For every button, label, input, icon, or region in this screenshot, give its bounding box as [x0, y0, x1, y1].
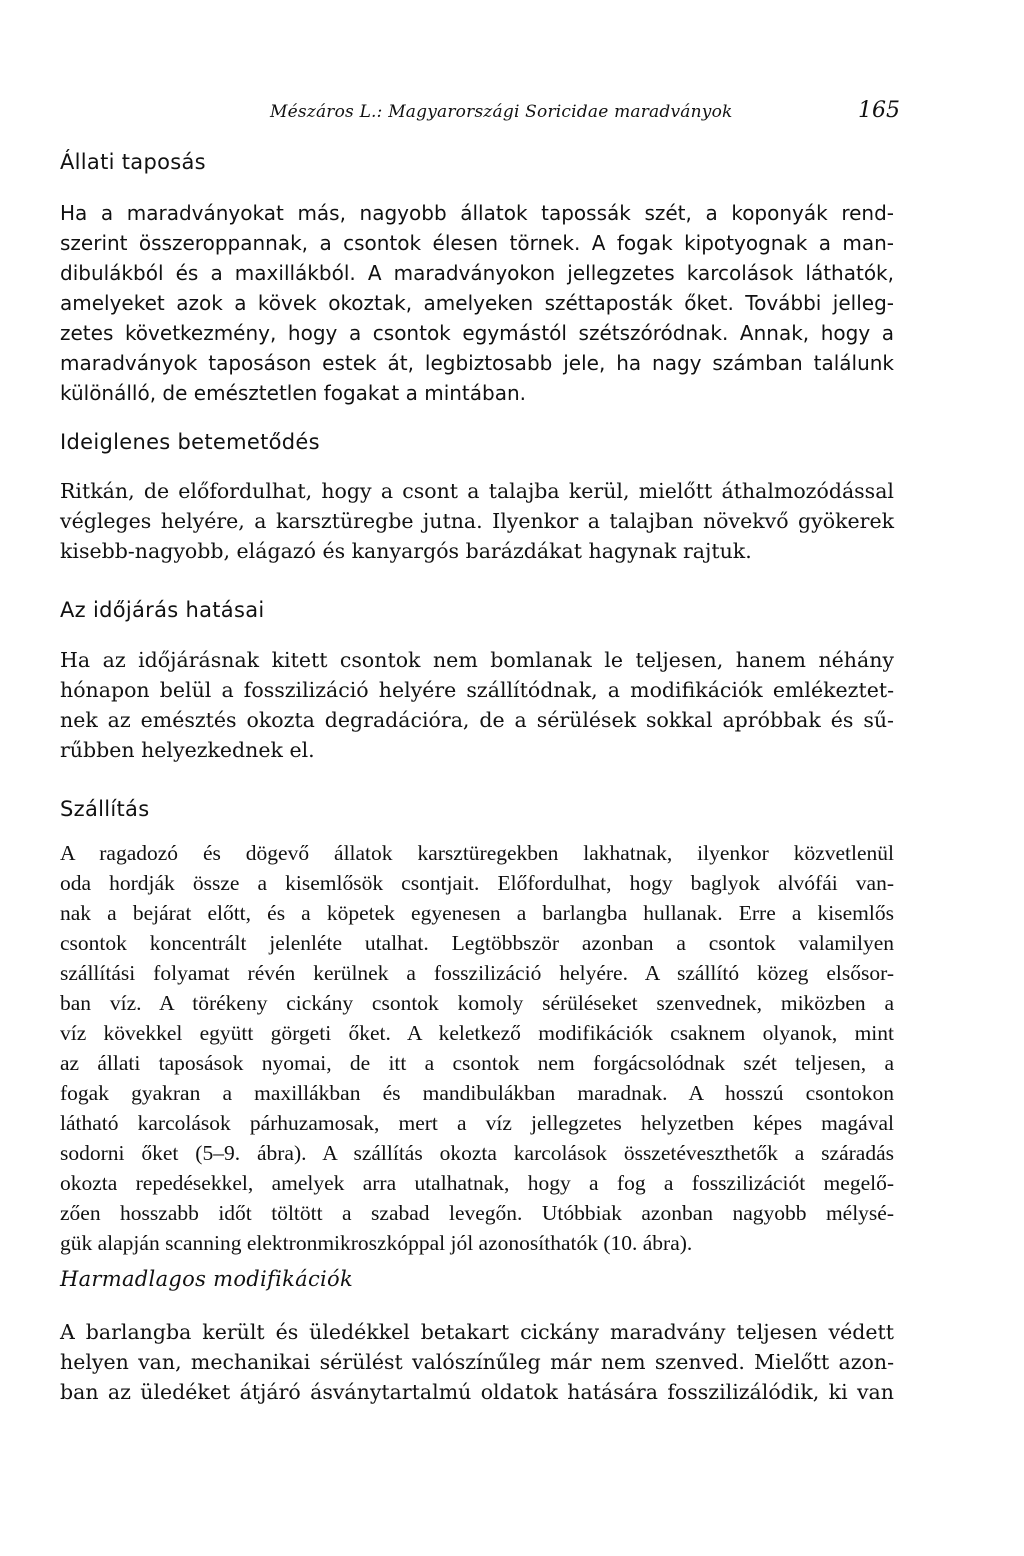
paragraph-allati-taposas [60, 198, 894, 408]
page-number: 165 [858, 98, 900, 123]
paragraph-idojaras-hatasai [60, 645, 894, 765]
text-line: nak a bejárat előtt, és a köpetek egyenesen a barlangba hullanak. Erre a kisemlős [60, 901, 894, 925]
text-line: kisebb-nagyobb, elágazó és kanyargós barázdákat hagynak rajtuk. [60, 539, 752, 563]
text-line: helyen van, mechanikai sérülést valószínűleg már nem szenved. Mielőtt azon- [60, 1350, 894, 1374]
section-title-allati-taposas: Állati taposás [60, 150, 206, 174]
text-line: hónapon belül a fosszilizáció helyére szállítódnak, a modifikációk emlékeztet- [60, 678, 894, 702]
text-line: különálló, de emésztetlen fogakat a mintában. [60, 381, 527, 405]
text-line: szállítási folyamat révén kerülnek a fosszilizáció helyére. A szállító közeg elsősor- [60, 961, 894, 985]
text-line: amelyeket azok a kövek okoztak, amelyeken széttaposták őket. További jelleg- [60, 291, 894, 315]
text-line: az állati taposások nyomai, de itt a csontok nem forgácsolódnak szét teljesen, a [60, 1051, 894, 1075]
section-title-harmadlagos-modifikaciok: Harmadlagos modifikációk [60, 1267, 354, 1291]
text-line: Ha az időjárásnak kitett csontok nem bomlanak le teljesen, hanem néhány [60, 648, 894, 672]
paragraph-harmadlagos-modifikaciok [60, 1317, 894, 1407]
text-line: nek az emésztés okozta degradációra, de a sérülések sokkal apróbbak és sű- [60, 708, 894, 732]
text-line: ban az üledéket átjáró ásványtartalmú oldatok hatására fosszilizálódik, ki van [60, 1380, 894, 1404]
text-line: gük alapján scanning elektronmikroszkóppal jól azonosíthatók (10. ábra). [60, 1231, 693, 1255]
paragraph-szallitas [60, 838, 894, 1258]
section-title-ideiglenes-betemetodes: Ideiglenes betemetődés [60, 430, 320, 454]
running-head: Mészáros L.: Magyarországi Soricidae maradványok [270, 102, 733, 122]
text-line: oda hordják össze a kisemlősök csontjait. Előfordulhat, hogy baglyok alvófái van- [60, 871, 894, 895]
text-line: Ritkán, de előfordulhat, hogy a csont a talajba kerül, mielőtt áthalmozódással [60, 479, 894, 503]
text-line: látható karcolások párhuzamosak, mert a víz jellegzetes helyzetben képes magával [60, 1111, 894, 1135]
text-line: okozta repedésekkel, amelyek arra utalhatnak, hogy a fog a fosszilizációt megelő- [60, 1171, 894, 1195]
text-line: sodorni őket (5–9. ábra). A szállítás okozta karcolások összetéveszthetők a száradás [60, 1141, 894, 1165]
text-line: víz kövekkel együtt görgeti őket. A keletkező modifikációk csaknem olyanok, mint [60, 1021, 894, 1045]
text-line: Ha a maradványokat más, nagyobb állatok tapossák szét, a koponyák rend- [60, 201, 894, 225]
paragraph-ideiglenes-betemetodes [60, 476, 894, 566]
text-line: ban víz. A törékeny cickány csontok komoly sérüléseket szenvednek, miközben a [60, 991, 894, 1015]
text-line: zően hosszabb időt töltött a szabad levegőn. Utóbbiak azonban nagyobb mélysé- [60, 1201, 894, 1225]
text-line: csontok koncentrált jelenléte utalhat. Legtöbbször azonban a csontok valamilyen [60, 931, 894, 955]
text-line: fogak gyakran a maxillákban és mandibulákban maradnak. A hosszú csontokon [60, 1081, 894, 1105]
section-title-szallitas: Szállítás [60, 797, 150, 821]
text-line: A barlangba került és üledékkel betakart cickány maradvány teljesen védett [60, 1320, 894, 1344]
text-line: maradványok taposáson estek át, legbiztosabb jele, ha nagy számban találunk [60, 351, 894, 375]
text-line: végleges helyére, a karsztüregbe jutna. Ilyenkor a talajban növekvő gyökerek [60, 509, 894, 533]
text-line: zetes következmény, hogy a csontok egymástól szétszóródnak. Annak, hogy a [60, 321, 894, 345]
section-title-idojaras-hatasai: Az időjárás hatásai [60, 598, 265, 622]
text-line: dibulákból és a maxillákból. A maradványokon jellegzetes karcolások láthatók, [60, 261, 894, 285]
text-line: szerint összeroppannak, a csontok élesen törnek. A fogak kipotyognak a man- [60, 231, 894, 255]
text-line: rűbben helyezkednek el. [60, 738, 315, 762]
text-line: A ragadozó és dögevő állatok karsztüregekben lakhatnak, ilyenkor közvetlenül [60, 841, 894, 865]
